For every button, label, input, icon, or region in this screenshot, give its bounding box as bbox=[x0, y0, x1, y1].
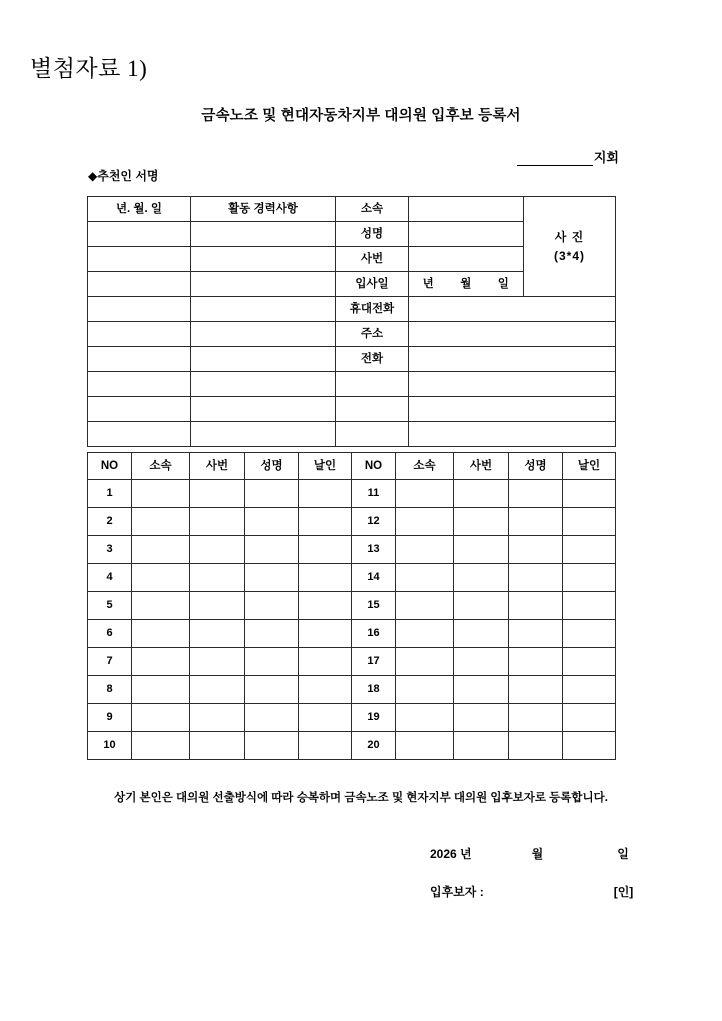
career-date-header: 년. 월. 일 bbox=[88, 197, 191, 222]
photo-label-line2: (3*4) bbox=[553, 248, 585, 263]
table-row bbox=[88, 648, 616, 676]
recommender-affiliation-left[interactable] bbox=[132, 648, 190, 676]
recommender-employee-no-left[interactable] bbox=[190, 480, 245, 508]
label-affiliation: 소속 bbox=[336, 197, 409, 222]
hire-date-month: 월 bbox=[460, 277, 472, 290]
recommender-no-right: 19 bbox=[352, 704, 396, 732]
recommender-employee-no-left[interactable] bbox=[190, 676, 245, 704]
header-seal-right: 날인 bbox=[563, 453, 616, 480]
recommender-name-right[interactable] bbox=[509, 592, 563, 620]
career-detail-cell[interactable] bbox=[191, 247, 336, 272]
label-name: 성명 bbox=[336, 222, 409, 247]
recommender-seal-right[interactable] bbox=[563, 536, 616, 564]
recommender-seal-right[interactable] bbox=[563, 732, 616, 760]
recommender-name-left[interactable] bbox=[245, 704, 299, 732]
recommender-name-left[interactable] bbox=[245, 592, 299, 620]
recommender-employee-no-right[interactable] bbox=[454, 676, 509, 704]
recommender-no-left: 6 bbox=[88, 620, 132, 648]
recommender-employee-no-right[interactable] bbox=[454, 704, 509, 732]
branch-suffix-label: 지회 bbox=[593, 150, 619, 165]
table-row bbox=[88, 480, 616, 508]
value-employee-no[interactable] bbox=[409, 247, 524, 272]
recommender-name-right[interactable] bbox=[509, 536, 563, 564]
recommender-no-left: 2 bbox=[88, 508, 132, 536]
recommender-affiliation-left[interactable] bbox=[132, 620, 190, 648]
table-row bbox=[88, 347, 616, 372]
recommender-seal-right[interactable] bbox=[563, 508, 616, 536]
recommender-employee-no-left[interactable] bbox=[190, 508, 245, 536]
label-mobile: 휴대전화 bbox=[336, 297, 409, 322]
date-line bbox=[430, 845, 629, 862]
recommender-affiliation-left[interactable] bbox=[132, 592, 190, 620]
recommenders-signature-table bbox=[87, 452, 616, 760]
career-detail-cell[interactable] bbox=[191, 397, 336, 422]
extra-label-cell[interactable] bbox=[336, 372, 409, 397]
header-no-right: NO bbox=[352, 453, 396, 480]
header-affiliation-right: 소속 bbox=[396, 453, 454, 480]
table-row bbox=[88, 564, 616, 592]
recommender-employee-no-right[interactable] bbox=[454, 536, 509, 564]
recommender-affiliation-left[interactable] bbox=[132, 536, 190, 564]
label-employee-no: 사번 bbox=[336, 247, 409, 272]
header-no-left: NO bbox=[88, 453, 132, 480]
recommender-seal-right[interactable] bbox=[563, 592, 616, 620]
table-header-row bbox=[88, 453, 616, 480]
career-date-cell[interactable] bbox=[88, 222, 191, 247]
career-detail-cell[interactable] bbox=[191, 347, 336, 372]
recommender-name-right[interactable] bbox=[509, 704, 563, 732]
recommender-no-right: 15 bbox=[352, 592, 396, 620]
recommender-employee-no-right[interactable] bbox=[454, 648, 509, 676]
recommender-seal-left[interactable] bbox=[299, 732, 352, 760]
recommender-employee-no-left[interactable] bbox=[190, 732, 245, 760]
recommender-name-left[interactable] bbox=[245, 564, 299, 592]
hire-date-year: 년 bbox=[422, 277, 435, 290]
recommender-name-left[interactable] bbox=[245, 676, 299, 704]
recommender-seal-right[interactable] bbox=[563, 704, 616, 732]
table-row bbox=[88, 322, 616, 347]
career-detail-header: 활동 경력사항 bbox=[191, 197, 336, 222]
value-affiliation[interactable] bbox=[409, 197, 524, 222]
recommender-no-left: 8 bbox=[88, 676, 132, 704]
label-phone: 전화 bbox=[336, 347, 409, 372]
consent-statement: 상기 본인은 대의원 선출방식에 따라 승복하며 금속노조 및 현자지부 대의원 입후보자로 등록합니다. bbox=[114, 792, 608, 804]
recommender-employee-no-left[interactable] bbox=[190, 592, 245, 620]
recommender-employee-no-right[interactable] bbox=[454, 508, 509, 536]
recommender-affiliation-right[interactable] bbox=[396, 564, 454, 592]
recommender-name-right[interactable] bbox=[509, 676, 563, 704]
recommender-employee-no-left[interactable] bbox=[190, 648, 245, 676]
recommender-name-left[interactable] bbox=[245, 536, 299, 564]
table-row bbox=[88, 397, 616, 422]
recommender-no-left: 10 bbox=[88, 732, 132, 760]
career-detail-cell[interactable] bbox=[191, 222, 336, 247]
value-phone[interactable] bbox=[409, 347, 616, 372]
label-hire-date: 입사일 bbox=[336, 272, 409, 297]
branch-field bbox=[517, 147, 619, 166]
recommender-seal-left[interactable] bbox=[299, 564, 352, 592]
recommender-employee-no-right[interactable] bbox=[454, 592, 509, 620]
recommender-no-left: 7 bbox=[88, 648, 132, 676]
recommender-name-right[interactable] bbox=[509, 480, 563, 508]
date-day: 일 bbox=[617, 847, 629, 861]
date-year: 2026 년 bbox=[430, 847, 472, 861]
recommender-affiliation-left[interactable] bbox=[132, 564, 190, 592]
recommender-name-left[interactable] bbox=[245, 508, 299, 536]
recommender-affiliation-left[interactable] bbox=[132, 508, 190, 536]
table-row bbox=[88, 536, 616, 564]
extra-value-cell[interactable] bbox=[409, 397, 616, 422]
recommender-affiliation-right[interactable] bbox=[396, 676, 454, 704]
recommender-no-left: 5 bbox=[88, 592, 132, 620]
recommender-affiliation-right[interactable] bbox=[396, 704, 454, 732]
recommender-employee-no-right[interactable] bbox=[454, 620, 509, 648]
recommender-no-right: 13 bbox=[352, 536, 396, 564]
recommender-seal-right[interactable] bbox=[563, 480, 616, 508]
recommender-employee-no-left[interactable] bbox=[190, 704, 245, 732]
table-row bbox=[88, 592, 616, 620]
career-date-cell[interactable] bbox=[88, 247, 191, 272]
recommender-seal-left[interactable] bbox=[299, 676, 352, 704]
recommender-employee-no-right[interactable] bbox=[454, 564, 509, 592]
recommender-seal-right[interactable] bbox=[563, 620, 616, 648]
recommender-no-right: 18 bbox=[352, 676, 396, 704]
recommender-seal-right[interactable] bbox=[563, 564, 616, 592]
recommender-signature-heading: ◆추천인 서명 bbox=[88, 169, 159, 183]
recommender-no-right: 14 bbox=[352, 564, 396, 592]
recommender-seal-left[interactable] bbox=[299, 480, 352, 508]
table-row bbox=[88, 297, 616, 322]
table-row bbox=[88, 197, 616, 222]
header-employee-no-left: 사번 bbox=[190, 453, 245, 480]
career-date-cell[interactable] bbox=[88, 397, 191, 422]
recommender-affiliation-right[interactable] bbox=[396, 592, 454, 620]
recommender-seal-left[interactable] bbox=[299, 536, 352, 564]
recommender-no-left: 9 bbox=[88, 704, 132, 732]
recommender-no-right: 17 bbox=[352, 648, 396, 676]
candidate-label: 입후보자 : bbox=[430, 885, 484, 899]
career-date-cell[interactable] bbox=[88, 322, 191, 347]
recommender-affiliation-left[interactable] bbox=[132, 732, 190, 760]
recommender-no-right: 16 bbox=[352, 620, 396, 648]
recommender-employee-no-left[interactable] bbox=[190, 564, 245, 592]
career-detail-cell[interactable] bbox=[191, 272, 336, 297]
recommender-name-right[interactable] bbox=[509, 620, 563, 648]
table-row bbox=[88, 732, 616, 760]
recommender-employee-no-right[interactable] bbox=[454, 480, 509, 508]
career-date-cell[interactable] bbox=[88, 372, 191, 397]
recommender-affiliation-left[interactable] bbox=[132, 676, 190, 704]
recommender-no-right: 20 bbox=[352, 732, 396, 760]
recommender-affiliation-right[interactable] bbox=[396, 732, 454, 760]
value-mobile[interactable] bbox=[409, 297, 616, 322]
recommender-name-left[interactable] bbox=[245, 480, 299, 508]
recommender-name-right[interactable] bbox=[509, 508, 563, 536]
recommender-affiliation-left[interactable] bbox=[132, 704, 190, 732]
value-name[interactable] bbox=[409, 222, 524, 247]
recommender-affiliation-right[interactable] bbox=[396, 536, 454, 564]
value-hire-date[interactable] bbox=[409, 272, 524, 297]
career-detail-cell[interactable] bbox=[191, 422, 336, 447]
recommender-affiliation-right[interactable] bbox=[396, 620, 454, 648]
recommender-name-left[interactable] bbox=[245, 732, 299, 760]
career-date-cell[interactable] bbox=[88, 297, 191, 322]
recommender-seal-left[interactable] bbox=[299, 620, 352, 648]
hire-date-day: 일 bbox=[497, 277, 510, 290]
table-row bbox=[88, 676, 616, 704]
extra-value-cell[interactable] bbox=[409, 422, 616, 447]
career-date-cell[interactable] bbox=[88, 272, 191, 297]
extra-label-cell[interactable] bbox=[336, 397, 409, 422]
branch-blank-underline[interactable] bbox=[517, 151, 593, 166]
recommender-seal-left[interactable] bbox=[299, 648, 352, 676]
career-detail-cell[interactable] bbox=[191, 322, 336, 347]
value-address[interactable] bbox=[409, 322, 616, 347]
recommender-seal-left[interactable] bbox=[299, 704, 352, 732]
career-and-personal-info-table bbox=[87, 196, 616, 447]
recommender-employee-no-left[interactable] bbox=[190, 536, 245, 564]
career-detail-cell[interactable] bbox=[191, 372, 336, 397]
recommender-affiliation-right[interactable] bbox=[396, 648, 454, 676]
date-month: 월 bbox=[531, 847, 544, 861]
recommender-no-left: 4 bbox=[88, 564, 132, 592]
recommender-name-right[interactable] bbox=[509, 648, 563, 676]
recommender-no-right: 12 bbox=[352, 508, 396, 536]
photo-label-line1: 사 진 bbox=[554, 229, 585, 244]
recommender-no-left: 1 bbox=[88, 480, 132, 508]
career-detail-cell[interactable] bbox=[191, 297, 336, 322]
recommender-seal-left[interactable] bbox=[299, 508, 352, 536]
header-name-right: 성명 bbox=[509, 453, 563, 480]
recommender-employee-no-right[interactable] bbox=[454, 732, 509, 760]
recommender-affiliation-right[interactable] bbox=[396, 508, 454, 536]
candidate-signature-line bbox=[430, 883, 633, 900]
photo-placeholder-cell[interactable] bbox=[524, 197, 616, 297]
career-date-cell[interactable] bbox=[88, 347, 191, 372]
table-row bbox=[88, 422, 616, 447]
recommender-affiliation-left[interactable] bbox=[132, 480, 190, 508]
extra-label-cell[interactable] bbox=[336, 422, 409, 447]
career-date-cell[interactable] bbox=[88, 422, 191, 447]
header-seal-left: 날인 bbox=[299, 453, 352, 480]
recommender-name-left[interactable] bbox=[245, 620, 299, 648]
table-row bbox=[88, 704, 616, 732]
header-employee-no-right: 사번 bbox=[454, 453, 509, 480]
seal-mark: [인] bbox=[613, 885, 634, 899]
attachment-label: 별첨자료 1) bbox=[30, 56, 148, 81]
recommender-no-left: 3 bbox=[88, 536, 132, 564]
page-title: 금속노조 및 현대자동차지부 대의원 입후보 등록서 bbox=[201, 108, 521, 124]
table-row bbox=[88, 620, 616, 648]
table-row bbox=[88, 372, 616, 397]
recommender-name-left[interactable] bbox=[245, 648, 299, 676]
header-name-left: 성명 bbox=[245, 453, 299, 480]
recommender-name-right[interactable] bbox=[509, 732, 563, 760]
extra-value-cell[interactable] bbox=[409, 372, 616, 397]
table-row bbox=[88, 508, 616, 536]
recommender-name-right[interactable] bbox=[509, 564, 563, 592]
recommender-employee-no-left[interactable] bbox=[190, 620, 245, 648]
header-affiliation-left: 소속 bbox=[132, 453, 190, 480]
recommender-seal-left[interactable] bbox=[299, 592, 352, 620]
recommender-seal-right[interactable] bbox=[563, 648, 616, 676]
recommender-seal-right[interactable] bbox=[563, 676, 616, 704]
label-address: 주소 bbox=[336, 322, 409, 347]
recommender-no-right: 11 bbox=[352, 480, 396, 508]
recommender-affiliation-right[interactable] bbox=[396, 480, 454, 508]
